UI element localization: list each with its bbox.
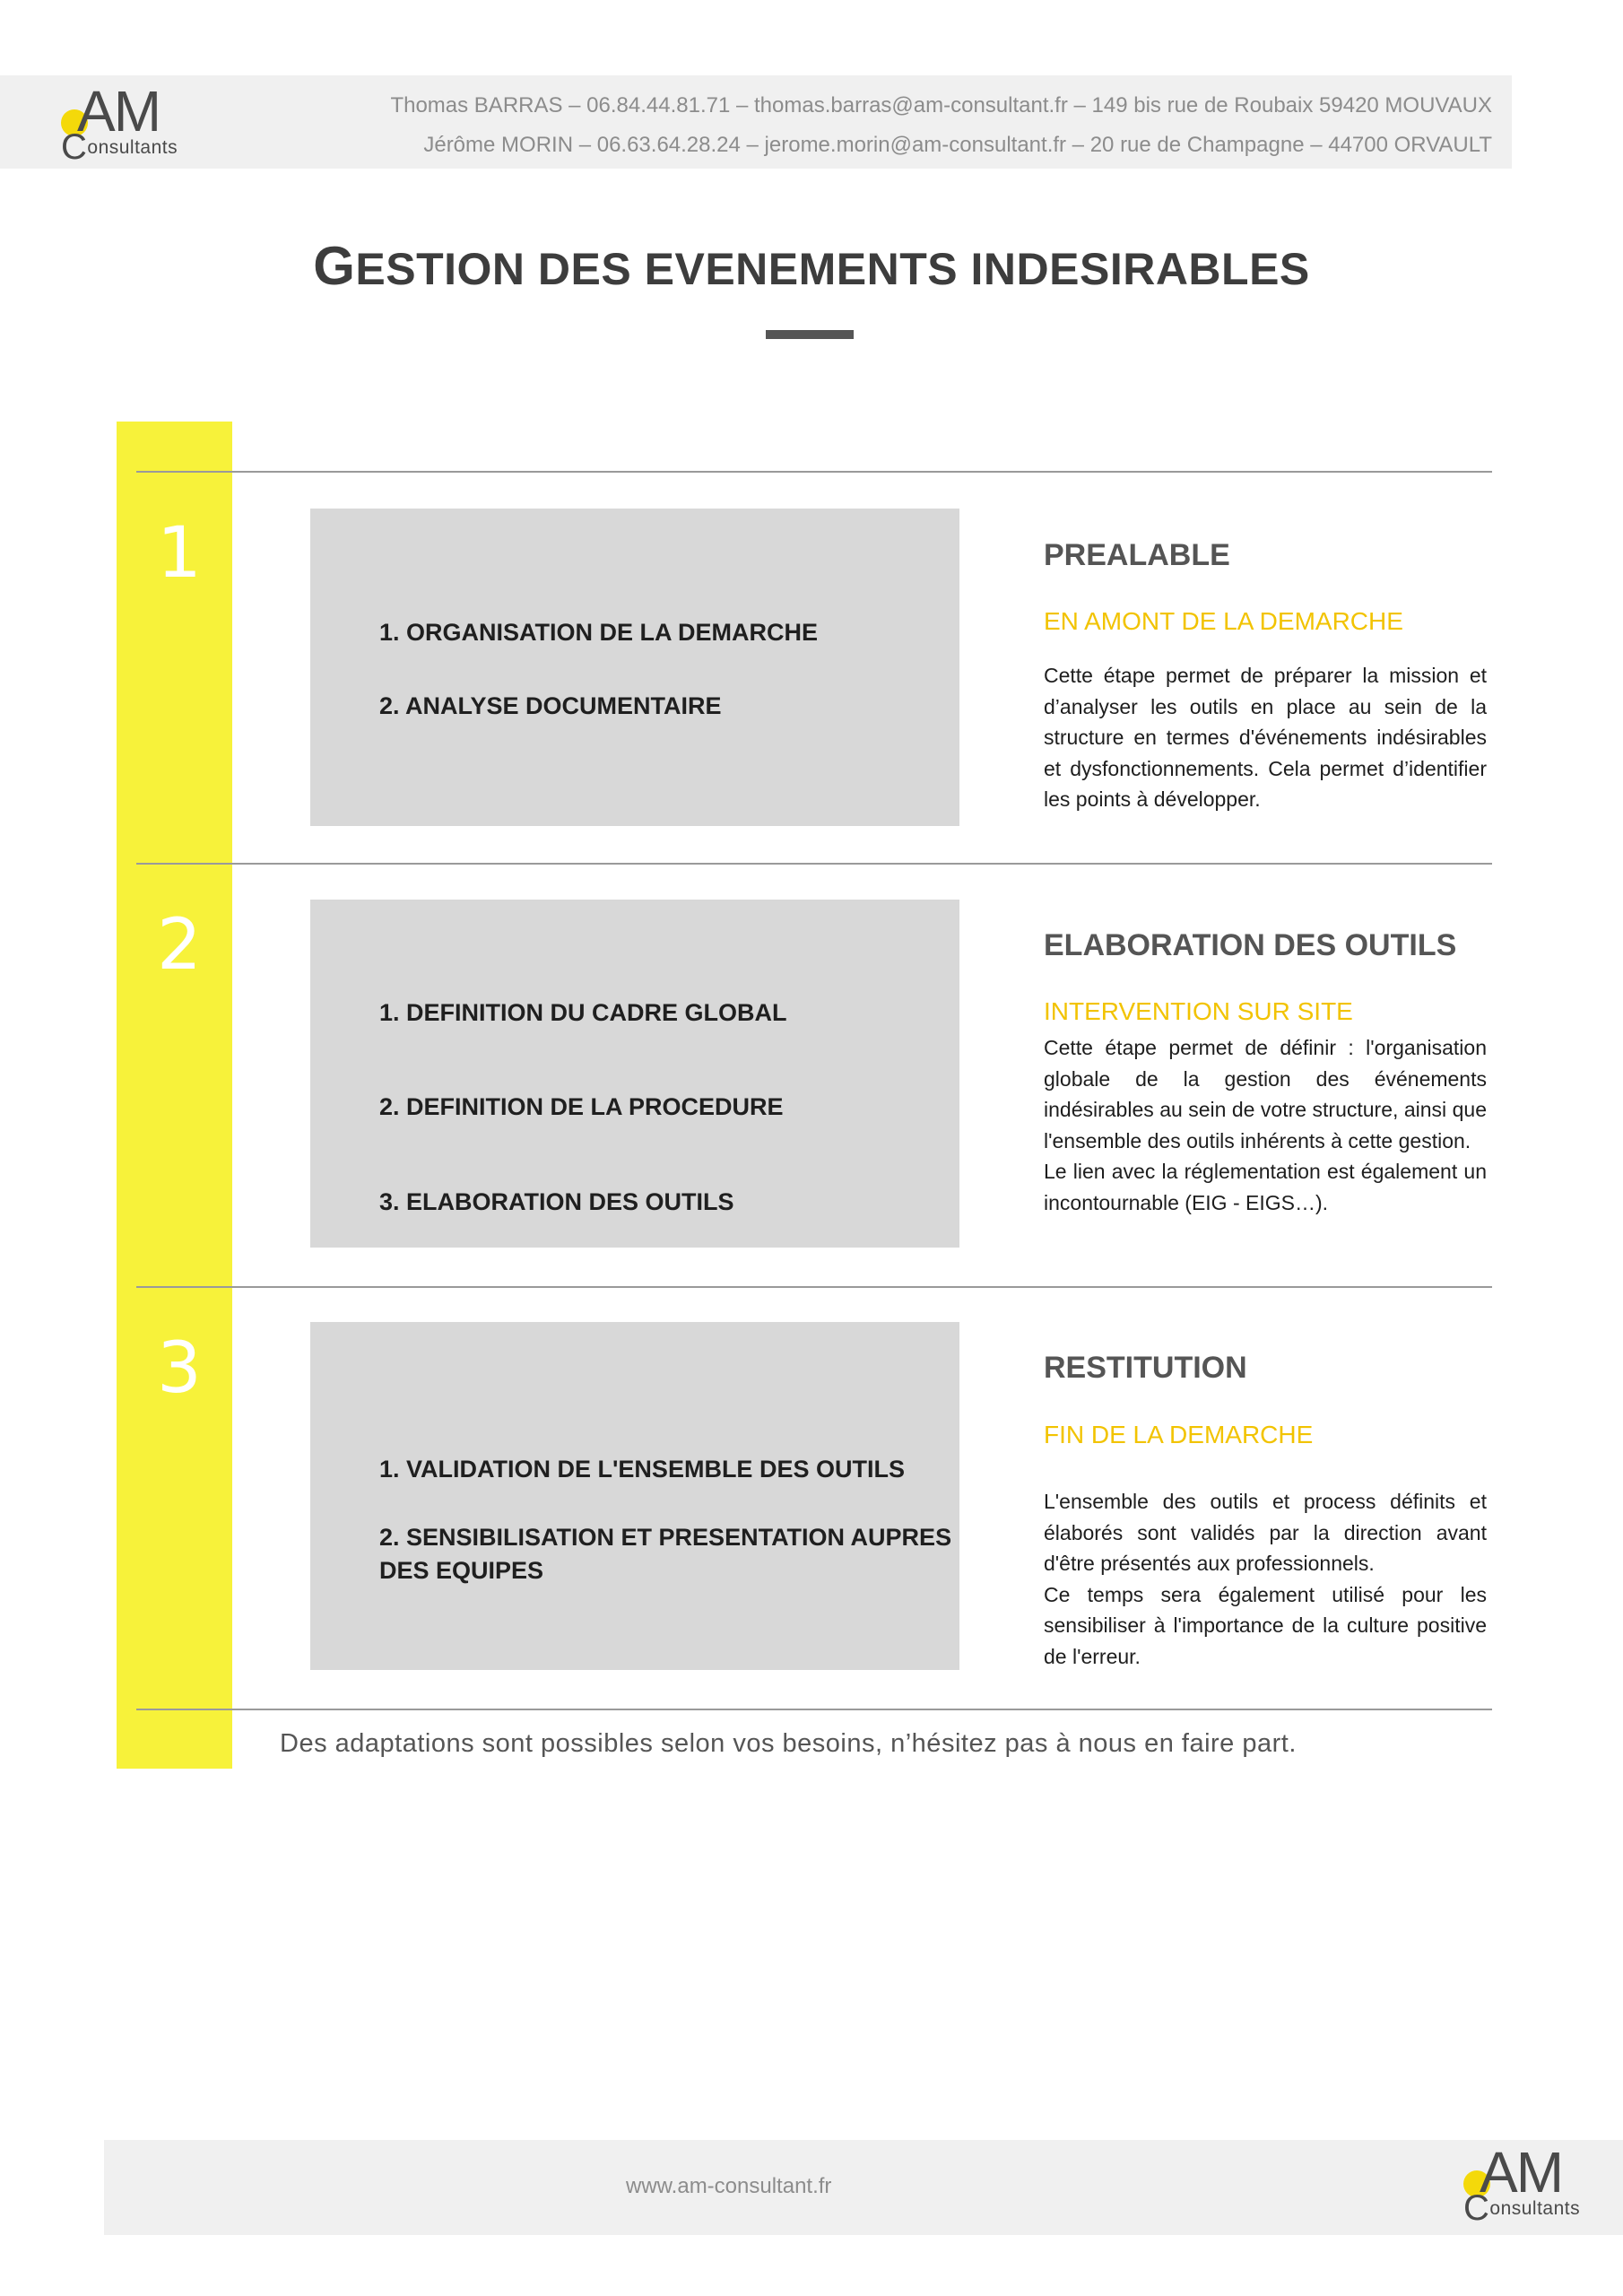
- step-description: [1044, 1032, 1487, 1218]
- website-link[interactable]: www.am-consultant.fr: [626, 2174, 832, 2198]
- step-item: 1. VALIDATION DE L'ENSEMBLE DES OUTILS: [379, 1456, 905, 1483]
- footer-logo: [1463, 2140, 1598, 2228]
- page-title: GESTION DES EVENEMENTS INDESIRABLES: [313, 236, 1310, 296]
- logo-main-text: AM: [77, 79, 160, 144]
- step-number: 2: [157, 905, 202, 986]
- step-description-part: L'ensemble des outils et process définits et élaborés sont validés par la direction avant d'être présentés aux professionnels.: [1044, 1490, 1487, 1575]
- yellow-sidebar: [117, 422, 232, 1769]
- step-description: Cette étape permet de préparer la mission et d’analyser les outils en place au sein de la structure en termes d'événements indésirables et dysfonctionnements. Cela permet d’identifier les points à développer.: [1044, 664, 1487, 811]
- divider: [136, 863, 1492, 865]
- step-item: 1. ORGANISATION DE LA DEMARCHE: [379, 619, 819, 646]
- step-description-part: Cette étape permet de définir : l'organisation globale de la gestion des événements indésirables au sein de votre structure, ainsi que l'ensemble des outils inhérents à cette gestion.: [1044, 1036, 1487, 1152]
- step-item: 2. DEFINITION DE LA PROCEDURE: [379, 1093, 784, 1120]
- step-number: 1: [157, 513, 202, 594]
- footer-band: [104, 2140, 1623, 2235]
- logo-main-text: AM: [1480, 2140, 1562, 2205]
- step-heading: RESTITUTION: [1044, 1351, 1247, 1385]
- step-subheading: INTERVENTION SUR SITE: [1044, 997, 1353, 1025]
- divider: [136, 1709, 1492, 1710]
- step-item: 3. ELABORATION DES OUTILS: [379, 1188, 734, 1215]
- divider: [136, 471, 1492, 473]
- step-subheading: FIN DE LA DEMARCHE: [1044, 1421, 1314, 1448]
- divider: [136, 1286, 1492, 1288]
- step-heading: ELABORATION DES OUTILS: [1044, 928, 1457, 962]
- step-number: 3: [157, 1328, 202, 1409]
- step-description: [1044, 1486, 1487, 1672]
- step-items-box: [310, 509, 959, 826]
- logo-sub-text: Consultants: [1463, 2188, 1581, 2228]
- company-logo: [61, 79, 204, 167]
- title-underline: [766, 330, 854, 339]
- step-heading: PREALABLE: [1044, 538, 1230, 572]
- step-description-part: Ce temps sera également utilisé pour les sensibiliser à l'importance de la culture positive de l'erreur.: [1044, 1582, 1487, 1668]
- step-item: 2. ANALYSE DOCUMENTAIRE: [379, 692, 722, 719]
- contact-line-1: Thomas BARRAS – 06.84.44.81.71 – thomas.barras@am-consultant.fr – 149 bis rue de Roubaix 59420 MOUVAUX: [390, 93, 1492, 117]
- step-items-box: [310, 1322, 959, 1670]
- step-subheading: EN AMONT DE LA DEMARCHE: [1044, 607, 1403, 635]
- adaptation-note: Des adaptations sont possibles selon vos besoins, n’hésitez pas à nous en faire part.: [280, 1729, 1297, 1758]
- logo-sub-text: Consultants: [61, 127, 178, 167]
- step-item: 2. SENSIBILISATION ET PRESENTATION AUPRES DES EQUIPES: [379, 1524, 952, 1584]
- step-item: 1. DEFINITION DU CADRE GLOBAL: [379, 999, 787, 1026]
- step-description-part: Le lien avec la réglementation est également un incontournable (EIG - EIGS…).: [1044, 1160, 1487, 1214]
- contact-line-2: Jérôme MORIN – 06.63.64.28.24 – jerome.morin@am-consultant.fr – 20 rue de Champagne – 44700 ORVAULT: [423, 133, 1492, 157]
